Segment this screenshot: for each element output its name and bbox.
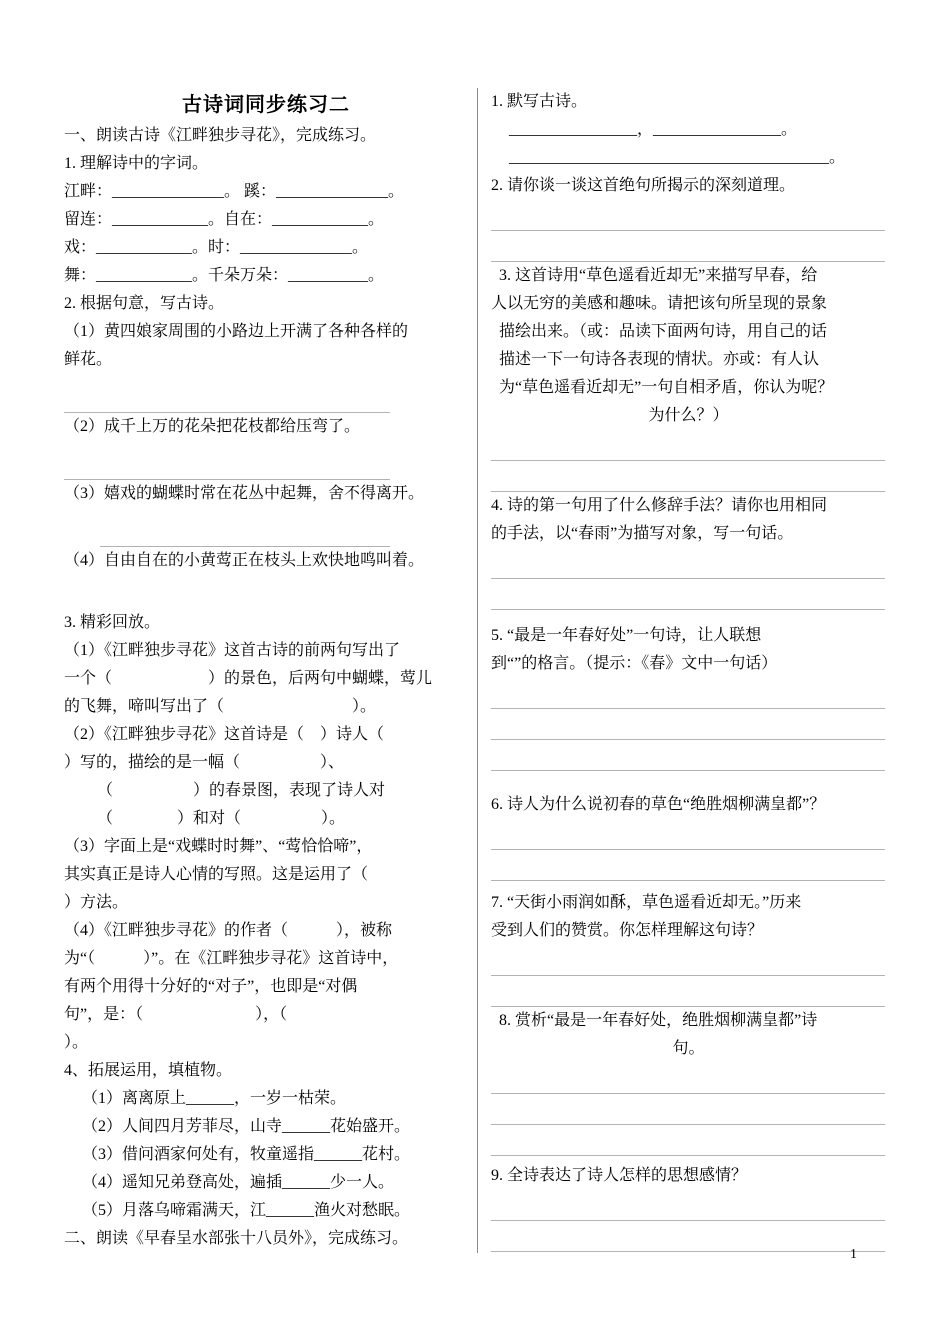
rq3-line: 描绘出来。（或：品读下面两句诗，用自己的话 xyxy=(499,323,828,340)
rq8-line: 8. 赏析“最是一年春好处，绝胜烟柳满皇都”诗 xyxy=(499,1012,818,1029)
q3-line: 有两个用得十分好的“对子”，也即是“对偶 xyxy=(64,978,358,995)
section-two-heading: 二、朗读《早春呈水部张十八员外》，完成练习。 xyxy=(64,1230,409,1247)
answer-line xyxy=(64,441,390,480)
answer-line xyxy=(100,508,390,547)
page-number: 1 xyxy=(850,1247,857,1262)
rq4-line: 的手法，以“春雨”为描写对象，写一句话。 xyxy=(491,525,794,542)
rq3-line: 3. 这首诗用“草色遥看近却无”来描写早春，给 xyxy=(499,267,818,284)
rq1-blank-row: ________________，________________。 xyxy=(509,121,798,138)
q2-item-1: （1）黄四娘家周围的小路边上开满了各种各样的 xyxy=(64,323,409,340)
q1-term-row: 舞：____________。千朵万朵：__________。 xyxy=(64,267,385,284)
q2-item-2: （2）成千上万的花朵把花枝都给压弯了。 xyxy=(64,418,361,435)
q3-line: ）方法。 xyxy=(64,894,129,911)
q1-term-row: 留连：____________。自在：____________。 xyxy=(64,211,385,228)
answer-line xyxy=(491,1094,885,1125)
answer-line xyxy=(491,430,885,461)
answer-line xyxy=(491,976,885,1007)
answer-line xyxy=(491,231,885,262)
rq1-blank-row: ________________________________________。 xyxy=(509,149,846,166)
answer-line xyxy=(491,819,885,850)
q1-term-row: 戏：____________。时：______________。 xyxy=(64,239,369,256)
answer-line xyxy=(491,945,885,976)
rq3-line: 人以无穷的美感和趣味。请把该句所呈现的景象 xyxy=(491,295,828,312)
q2-heading: 2. 根据句意，写古诗。 xyxy=(64,295,225,312)
answer-line xyxy=(64,374,390,413)
answer-line xyxy=(491,678,885,709)
q3-line: ）写的，描绘的是一幅（ ）、 xyxy=(64,754,345,771)
rq3-line: 为“草色遥看近却无”一句自相矛盾，你认为呢？ xyxy=(499,379,834,396)
rq2-heading: 2. 请你谈一谈这首绝句所揭示的深刻道理。 xyxy=(491,177,796,194)
q4-heading: 4、拓展运用，填植物。 xyxy=(64,1062,233,1079)
q4-item: （1）离离原上______，一岁一枯荣。 xyxy=(82,1090,347,1107)
rq8-line: 句。 xyxy=(672,1040,705,1057)
spacer xyxy=(64,575,468,609)
rq7-line: 受到人们的赞赏。你怎样理解这句诗？ xyxy=(491,922,764,939)
rq4-line: 4. 诗的第一句用了什么修辞手法？请你也用相同 xyxy=(491,497,828,514)
q3-line: 为“（ ）”。在《江畔独步寻花》这首诗中， xyxy=(64,950,399,967)
right-column xyxy=(478,88,886,1253)
left-column xyxy=(64,88,477,1253)
q3-line: （1）《江畔独步寻花》这首古诗的前两句写出了 xyxy=(64,642,401,659)
answer-line xyxy=(491,1125,885,1156)
rq7-line: 7. “天街小雨润如酥，草色遥看近却无。”历来 xyxy=(491,894,802,911)
q3-line: ）。 xyxy=(64,1034,89,1051)
q3-line: （4）《江畔独步寻花》的作者（ ），被称 xyxy=(64,922,393,939)
q3-line: （ ）和对（ ）。 xyxy=(97,810,346,827)
rq3-line: 描述一下一句诗各表现的情状。亦或：有人认 xyxy=(499,351,820,368)
q4-item: （2）人间四月芳菲尽，山寺______花始盛开。 xyxy=(82,1118,411,1135)
rq6-heading: 6. 诗人为什么说初春的草色“绝胜烟柳满皇都”？ xyxy=(491,796,826,813)
answer-line xyxy=(491,709,885,740)
rq1-heading: 1. 默写古诗。 xyxy=(491,93,588,110)
answer-line xyxy=(491,1190,885,1221)
q3-line: 的飞舞，啼叫写出了（ ）。 xyxy=(64,698,377,715)
q3-line: 一个（ ）的景色，后两句中蝴蝶，莺儿 xyxy=(64,670,433,687)
q1-heading: 1. 理解诗中的字词。 xyxy=(64,155,209,172)
answer-line xyxy=(491,461,885,492)
answer-line xyxy=(491,740,885,771)
q3-heading: 3. 精彩回放。 xyxy=(64,614,161,631)
answer-line xyxy=(491,850,885,881)
answer-line xyxy=(491,1063,885,1094)
answer-line xyxy=(491,548,885,579)
q1-term-row: 江畔：______________。 蹊：______________。 xyxy=(64,183,405,200)
section-one-heading: 一、朗读古诗《江畔独步寻花》，完成练习。 xyxy=(64,127,377,144)
q3-line: 句”，是：（ ），（ xyxy=(64,1006,288,1023)
q2-item-1-continuation: 鲜花。 xyxy=(64,351,113,368)
two-column-layout xyxy=(64,88,886,1253)
rq3-line: 为什么？） xyxy=(648,407,729,424)
q4-item: （5）月落乌啼霜满天，江______渔火对愁眠。 xyxy=(82,1202,411,1219)
q4-item: （3）借问酒家何处有，牧童遥指______花村。 xyxy=(82,1146,411,1163)
rq5-line: 到“”的格言。（提示：《春》文中一句话） xyxy=(491,655,778,672)
q3-line: （ ）的春景图，表现了诗人对 xyxy=(97,782,386,799)
rq9-heading: 9. 全诗表达了诗人怎样的思想感情？ xyxy=(491,1167,748,1184)
q3-line: （2）《江畔独步寻花》这首诗是（ ）诗人（ xyxy=(64,726,385,743)
answer-line xyxy=(491,1221,885,1252)
answer-line xyxy=(491,200,885,231)
answer-line xyxy=(491,579,885,610)
q4-item: （4）遥知兄弟登高处，遍插______少一人。 xyxy=(82,1174,395,1191)
q2-item-4: （4）自由自在的小黄莺正在枝头上欢快地鸣叫着。 xyxy=(64,552,425,569)
q3-line: 其实真正是诗人心情的写照。这是运用了（ xyxy=(64,866,369,883)
rq5-line: 5. “最是一年春好处”一句诗，让人联想 xyxy=(491,627,762,644)
document-title: 古诗词同步练习二 xyxy=(182,94,350,116)
q3-line: （3）字面上是“戏蝶时时舞”、“莺恰恰啼”， xyxy=(64,838,373,855)
q2-item-3: （3）嬉戏的蝴蝶时常在花丛中起舞，舍不得离开。 xyxy=(64,485,425,502)
